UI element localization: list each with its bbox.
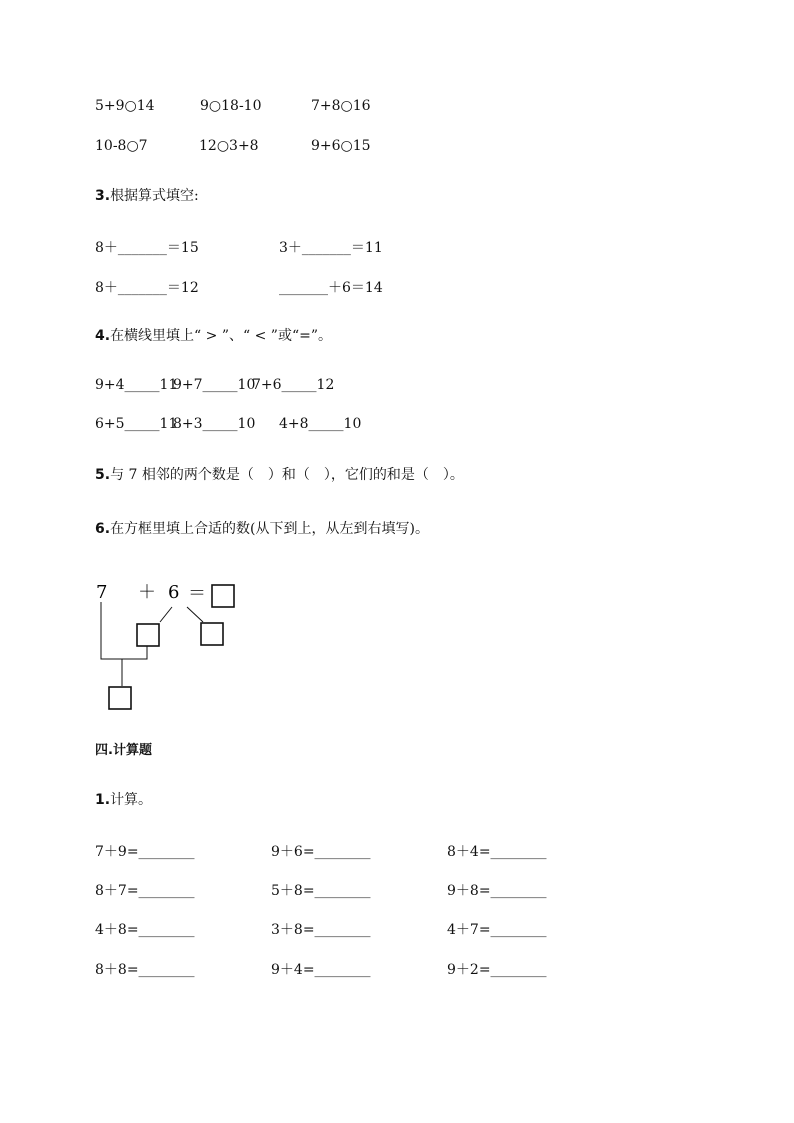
fill-blank: _______＋6＝14: [279, 280, 383, 296]
question-text: 在方框里填上合适的数(从下到上，从左到右填写)。: [110, 521, 429, 537]
compare-item: 9+6○15: [311, 138, 371, 154]
fill-blank: 3＋_______＝11: [279, 240, 383, 256]
calc-item: 5＋8=________: [271, 883, 371, 899]
calc-question: [95, 789, 152, 809]
fill-blank: 8＋_______＝15: [95, 240, 199, 256]
compare-blank: 9+7_____10: [173, 377, 256, 393]
fill-blank: 8＋_______＝12: [95, 280, 199, 296]
compare-blank: 4+8_____10: [279, 416, 362, 432]
question-text: 在横线里填上“ > ”、“ < ”或“=”。: [110, 328, 332, 344]
answer-box-ten[interactable]: [109, 687, 131, 709]
calc-item: 9＋2=________: [447, 962, 547, 978]
answer-box-sum[interactable]: [212, 585, 234, 607]
compare-item: 12○3+8: [199, 138, 259, 154]
section-title: 四.计算题: [95, 743, 152, 758]
compare-blank: 8+3_____10: [173, 416, 256, 432]
question-number: 1.: [95, 792, 111, 808]
question-text: 根据算式填空:: [110, 188, 199, 204]
compare-blank: 7+6_____12: [252, 377, 335, 393]
diagram-plus: ＋: [138, 582, 156, 603]
question-number: 3.: [95, 188, 111, 204]
calc-item: 4＋7=________: [447, 922, 547, 938]
question-number: 5.: [95, 467, 111, 483]
compare-item: 9○18-10: [200, 98, 262, 114]
bracket-line: [101, 602, 147, 659]
answer-box-split-left[interactable]: [137, 624, 159, 646]
calc-item: 3＋8=________: [271, 922, 371, 938]
branch-line-left: [160, 607, 172, 622]
compare-blank: 6+5_____11: [95, 416, 178, 432]
compare-item: 10-8○7: [95, 138, 148, 154]
compare-blank: 9+4_____11: [95, 377, 178, 393]
diagram-number-b: 6: [168, 582, 180, 603]
calc-item: 8＋7=________: [95, 883, 195, 899]
calc-item: 8＋8=________: [95, 962, 195, 978]
diagram-equals: ＝: [188, 583, 206, 604]
answer-box-split-right[interactable]: [201, 623, 223, 645]
question-text: 与 7 相邻的两个数是（ ）和（ ），它们的和是（ ）。: [110, 467, 464, 483]
branch-line-right: [187, 607, 203, 622]
calc-item: 9＋6=________: [271, 844, 371, 860]
calc-item: 4＋8=________: [95, 922, 195, 938]
calc-item: 8＋4=________: [447, 844, 547, 860]
compare-item: 5+9○14: [95, 98, 155, 114]
compare-item: 7+8○16: [311, 98, 371, 114]
question-number: 4.: [95, 328, 111, 344]
question-number: 6.: [95, 521, 111, 537]
calc-item: 7＋9=________: [95, 844, 195, 860]
calc-item: 9＋8=________: [447, 883, 547, 899]
question-text: 计算。: [110, 792, 153, 808]
diagram-number-a: 7: [96, 582, 108, 603]
calc-item: 9＋4=________: [271, 962, 371, 978]
